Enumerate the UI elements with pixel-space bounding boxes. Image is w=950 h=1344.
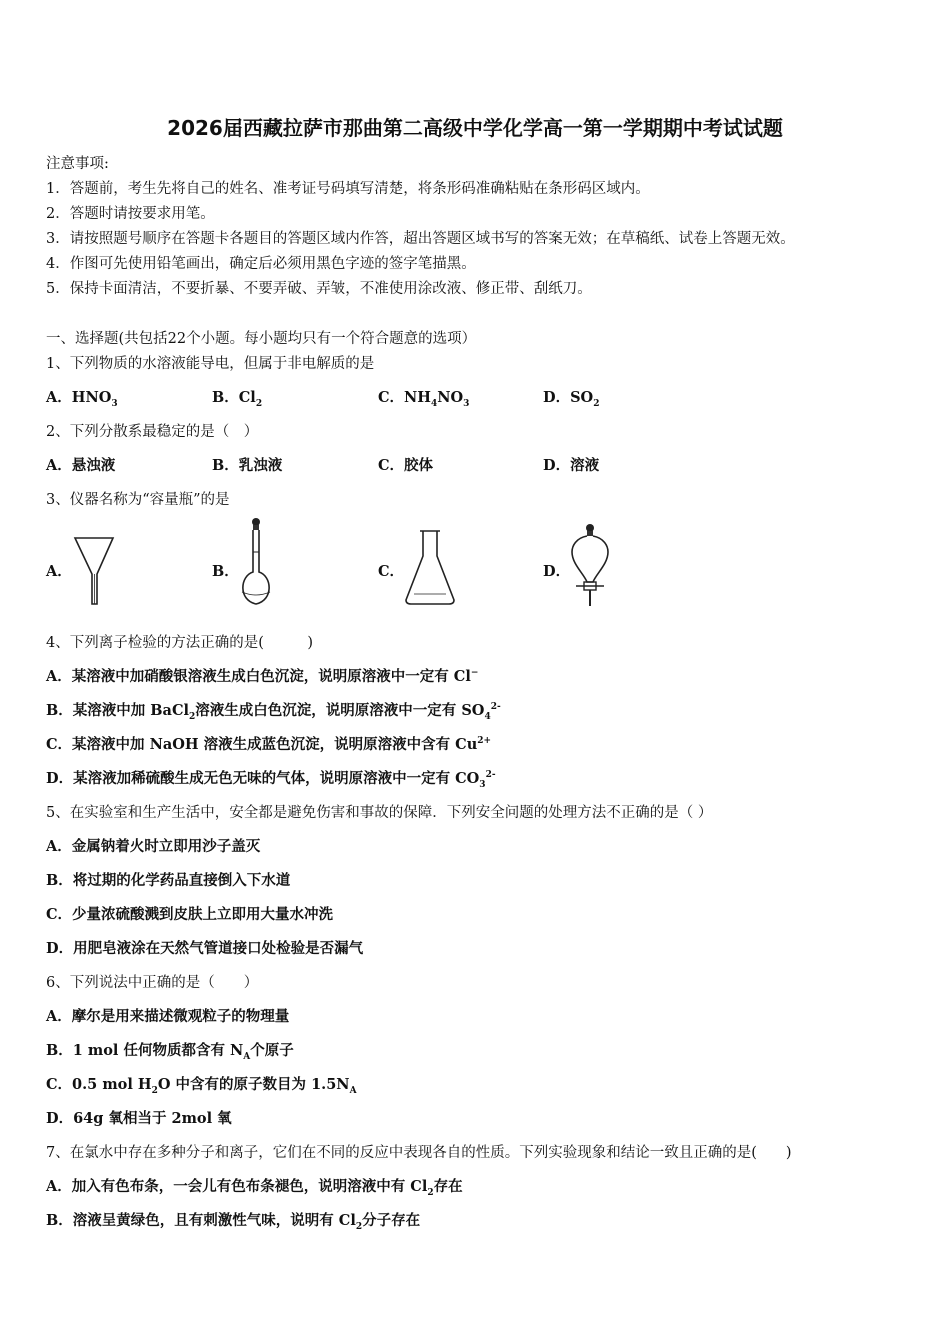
notice-item: 4．作图可先使用铅笔画出，确定后必须用黑色字迹的签字笔描黑。	[46, 256, 476, 272]
funnel-figure	[72, 534, 116, 608]
question-3-stem: 3、仪器名称为“容量瓶”的是	[46, 492, 230, 508]
question-2-stem: 2、下列分散系最稳定的是（ ）	[46, 424, 259, 440]
q4-option-c: C．某溶液中加 NaOH 溶液生成蓝色沉淀，说明原溶液中含有 $Cu^{2+}$	[46, 736, 492, 753]
q6-option-a: A．摩尔是用来描述微观粒子的物理量	[46, 1008, 290, 1025]
notice-item: 2．答题时请按要求用笔。	[46, 206, 215, 222]
q2-option-b: B．乳浊液	[212, 457, 283, 474]
page-title: 2026届西藏拉萨市那曲第二高级中学化学高一第一学期期中考试试题	[167, 116, 783, 140]
question-6-stem: 6、下列说法中正确的是（ ）	[46, 975, 259, 991]
q2-option-c: C．胶体	[378, 457, 434, 474]
q7-option-b: B．溶液呈黄绿色，且有刺激性气味，说明有 $Cl_2$分子存在	[46, 1212, 421, 1232]
q5-option-d: D．用肥皂液涂在天然气管道接口处检验是否漏气	[46, 940, 364, 957]
q1-option-d: D．$SO_2$	[543, 389, 600, 409]
q5-option-b: B．将过期的化学药品直接倒入下水道	[46, 872, 291, 889]
question-7-stem: 7、在氯水中存在多种分子和离子，它们在不同的反应中表现各自的性质。下列实验现象和结论一致且正确的是( )	[46, 1145, 792, 1161]
q5-option-a: A．金属钠着火时立即用沙子盖灭	[46, 838, 261, 855]
q3-option-a: A．	[46, 563, 72, 580]
question-1-stem: 1、下列物质的水溶液能导电，但属于非电解质的是	[46, 356, 375, 372]
question-4-stem: 4、下列离子检验的方法正确的是( )	[46, 635, 314, 651]
erlenmeyer-flask-figure	[402, 528, 458, 608]
section-heading: 一、选择题(共包括22个小题。每小题均只有一个符合题意的选项）	[46, 331, 477, 347]
q4-option-b: B．某溶液中加 BaCl$_2$溶液生成白色沉淀，说明原溶液中一定有 $SO_4^{2-}$	[46, 702, 501, 722]
q3-option-d: D．	[543, 563, 571, 580]
q1-option-b: B．$Cl_2$	[212, 389, 263, 409]
q1-option-c: C．$NH_4NO_3$	[378, 389, 470, 409]
notice-item: 5．保持卡面清洁，不要折暴、不要弄破、弄皱，不准使用涂改液、修正带、刮纸刀。	[46, 281, 592, 297]
q2-option-d: D．溶液	[543, 457, 600, 474]
volumetric-flask-figure	[234, 516, 278, 608]
q7-option-a: A．加入有色布条，一会儿有色布条褪色，说明溶液中有 $Cl_2$存在	[46, 1178, 463, 1198]
q6-option-c: C．0.5 mol $H_2O$ 中含有的原子数目为 $1.5N_A$	[46, 1076, 357, 1096]
notice-item: 3．请按照题号顺序在答题卡各题目的答题区域内作答，超出答题区域书写的答案无效；在草稿纸、试卷上答题无效。	[46, 231, 795, 247]
question-5-stem: 5、在实验室和生产生活中，安全都是避免伤害和事故的保障．下列安全问题的处理方法不正确的是（ ）	[46, 805, 713, 821]
q2-option-a: A．悬浊液	[46, 457, 116, 474]
q3-option-b: B．	[212, 563, 239, 580]
q4-option-d: D．某溶液加稀硫酸生成无色无味的气体，说明原溶液中一定有 $CO_3^{2-}$	[46, 770, 496, 790]
q6-option-d: D．64g 氧相当于 2mol 氧	[46, 1110, 232, 1127]
notice-heading: 注意事项:	[46, 156, 109, 172]
q6-option-b: B．1 mol 任何物质都含有 $N_A$个原子	[46, 1042, 294, 1062]
q5-option-c: C．少量浓硫酸溅到皮肤上立即用大量水冲洗	[46, 906, 334, 923]
notice-item: 1．答题前，考生先将自己的姓名、准考证号码填写清楚，将条形码准确粘贴在条形码区域内。	[46, 181, 650, 197]
q1-option-a: A．$HNO_3$	[46, 389, 118, 409]
separatory-funnel-figure	[568, 522, 612, 608]
q3-option-c: C．	[378, 563, 405, 580]
q4-option-a: A．某溶液中加硝酸银溶液生成白色沉淀，说明原溶液中一定有 Cl−	[46, 668, 479, 685]
